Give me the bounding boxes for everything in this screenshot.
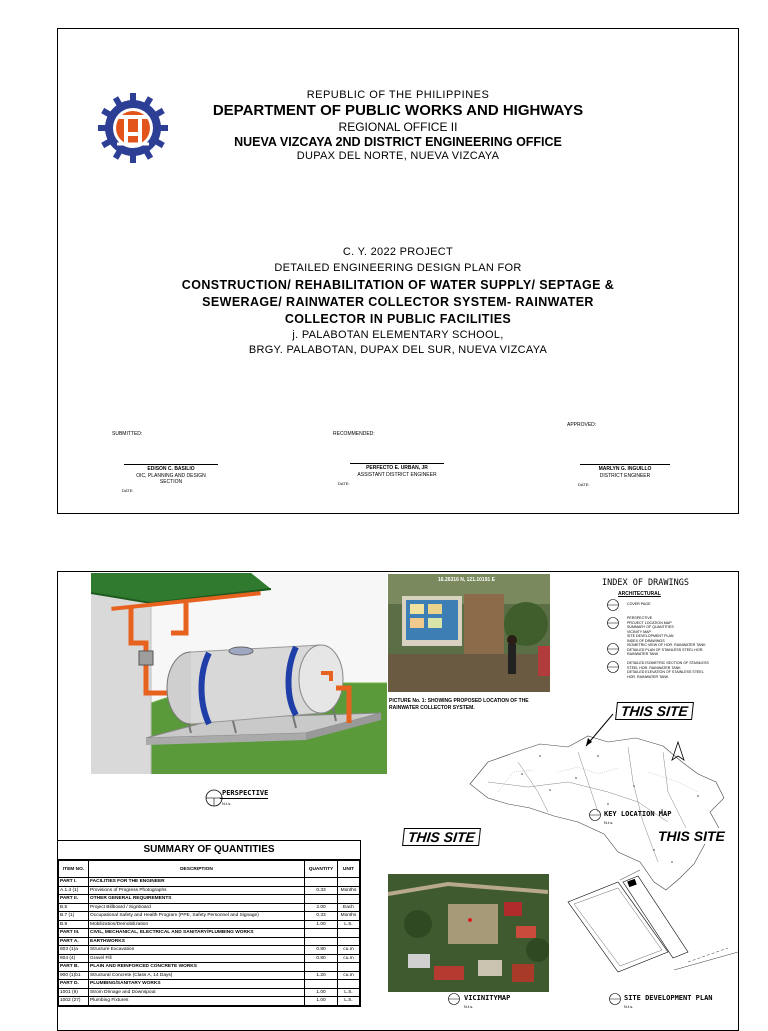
table-cell: A.1.4 (1) [59, 886, 89, 895]
table-row [59, 980, 360, 989]
table-cell: 1.00 [305, 997, 338, 1006]
table-cell: L.S. [338, 920, 360, 929]
section-marker-icon [447, 992, 461, 1006]
drawing-sheet [57, 571, 739, 1031]
table-cell: PART B. [59, 963, 89, 972]
site-development-plan-drawing [548, 852, 739, 992]
signatory-name: PERFECTO E. URBAN, JR [366, 465, 428, 471]
sheet-number-icon [606, 660, 620, 674]
table-cell: 0.33 [305, 912, 338, 921]
project-title-line3: COLLECTOR IN PUBLIC FACILITIES [284, 312, 512, 326]
table-cell: Provisions of Progress Photographs [89, 886, 305, 895]
office-location: DUPAX DEL NORTE, NUEVA VIZCAYA [296, 150, 500, 162]
table-cell: L.S. [338, 997, 360, 1006]
table-cell: Months [338, 886, 360, 895]
site-line2: BRGY. PALABOTAN, DUPAX DEL SUR, NUEVA VIZCAYA [248, 344, 548, 356]
table-row [59, 971, 360, 980]
signatory-position: ASSISTANT DISTRICT ENGINEER [357, 472, 437, 478]
project-title-line1: CONSTRUCTION/ REHABILITATION OF WATER SUPPLY/ SEPTAGE & [181, 278, 615, 292]
key-location-map-label: KEY LOCATION MAP [604, 810, 672, 818]
signatory-position: DISTRICT ENGINEER [599, 473, 651, 479]
table-cell [338, 929, 360, 938]
regional-office: REGIONAL OFFICE II [338, 120, 458, 134]
table-cell: PLUMBING/SANITARY WORKS [89, 980, 305, 989]
section-marker-icon [608, 992, 622, 1006]
this-site-label: THIS SITE [658, 828, 725, 844]
plan-type: DETAILED ENGINEERING DESIGN PLAN FOR [274, 262, 522, 274]
table-cell [305, 929, 338, 938]
table-row [59, 946, 360, 955]
index-item: HOR. RAINWATER TANK [627, 674, 669, 679]
table-cell: PART II. [59, 895, 89, 904]
index-item: VICINITY MAP [627, 629, 651, 634]
section-marker-icon [588, 808, 602, 822]
table-cell: OTHER GENERAL REQUIREMENTS [89, 895, 305, 904]
rainwater-tank-illustration [91, 573, 387, 774]
photo-caption-line2: RAINWATER COLLECTOR SYSTEM. [389, 705, 475, 711]
table-cell: 1001 (9) [59, 988, 89, 997]
perspective-label: PERSPECTIVE [222, 789, 269, 797]
table-cell: 1002 (27) [59, 997, 89, 1006]
site-development-plan-label: SITE DEVELOPMENT PLAN [624, 994, 713, 1002]
table-cell [338, 980, 360, 989]
this-site-label: THIS SITE [615, 702, 694, 720]
signatory-position: OIC, PLANNING AND DESIGN [136, 473, 206, 479]
table-row [59, 920, 360, 929]
approved-label: APPROVED: [567, 422, 597, 428]
table-header-row [59, 861, 360, 878]
table-cell: 0.80 [305, 946, 338, 955]
date-label: DATE: [578, 482, 590, 487]
index-item: DETAILED ISOMETRIC SECTION OF STAINLESS [627, 661, 709, 665]
table-row [59, 886, 360, 895]
project-title-line2: SEWERAGE/ RAINWATER COLLECTOR SYSTEM- RAINWATER [202, 295, 594, 309]
table-row [59, 929, 360, 938]
table-cell: PART D. [59, 980, 89, 989]
sheet-number-icon [606, 616, 620, 630]
table-cell: 1.00 [305, 920, 338, 929]
table-cell: PART I. [59, 878, 89, 887]
date-label: DATE: [338, 481, 350, 486]
signature-line [124, 464, 218, 465]
aerial-image [388, 874, 549, 992]
column-header: QUANTITY [305, 861, 338, 878]
table-cell: Structure Excavation [89, 946, 305, 955]
cy-project: C. Y. 2022 PROJECT [342, 246, 454, 258]
table-cell: 1.00 [305, 988, 338, 997]
table-row [59, 954, 360, 963]
pointer-arrow-icon [578, 712, 618, 752]
table-row [59, 997, 360, 1006]
table-cell [305, 980, 338, 989]
table-cell [338, 878, 360, 887]
table-cell: cu.m [338, 946, 360, 955]
table-cell [305, 878, 338, 887]
index-title: INDEX OF DRAWINGS [602, 578, 689, 588]
table-cell: Each [338, 903, 360, 912]
district-office: NUEVA VIZCAYA 2ND DISTRICT ENGINEERING OFFICE [234, 135, 562, 149]
vicinity-map-scale: N.t.s. [464, 1004, 474, 1009]
table-cell: PART A. [59, 937, 89, 946]
index-item: INDEX OF DRAWINGS [627, 638, 665, 643]
index-item: DETAILED PLAN OF STAINLESS STEEL HOR. [627, 647, 704, 652]
table-row [59, 912, 360, 921]
table-cell: 900 (1)b1 [59, 971, 89, 980]
table-cell: 1.20 [305, 971, 338, 980]
table-cell: Mobilization/Demobilization [89, 920, 305, 929]
table-cell [305, 895, 338, 904]
index-item: STEEL HOR. RAINWATER TANK [627, 665, 681, 670]
quantities-table [58, 860, 360, 1006]
signatory-position: SECTION [159, 479, 183, 485]
perspective-scale: N.t.s. [222, 801, 232, 806]
index-item: DETAILED ELEVATION OF STAINLESS STEEL [627, 670, 704, 674]
column-header: DESCRIPTION [89, 861, 305, 878]
index-item: PROJECT LOCATION MAP [627, 620, 672, 625]
site-photo-image [388, 574, 550, 692]
table-cell: 804 (4) [59, 954, 89, 963]
column-header: ITEM NO. [59, 861, 89, 878]
department-title: DEPARTMENT OF PUBLIC WORKS AND HIGHWAYS [212, 102, 584, 119]
table-cell: B.5 [59, 903, 89, 912]
site-line1: j. PALABOTAN ELEMENTARY SCHOOL, [292, 329, 504, 341]
table-cell: cu.m [338, 971, 360, 980]
table-cell: CIVIL, MECHANICAL, ELECTRICAL AND SANITARY/PLUMBING WORKS [89, 929, 305, 938]
table-cell: Project Billboard / Signboard [89, 903, 305, 912]
table-cell: 803 (1)a [59, 946, 89, 955]
table-cell: 0.80 [305, 954, 338, 963]
index-item: SITE DEVELOPMENT PLAN [627, 634, 674, 638]
index-item: SUMMARY OF QUANTITIES [627, 625, 674, 629]
signature-line [350, 463, 444, 464]
index-item: PERSPECTIVE [627, 616, 653, 620]
table-cell: L.S. [338, 988, 360, 997]
site-development-plan-scale: N.t.s. [624, 1004, 634, 1009]
submitted-label: SUBMITTED: [112, 431, 143, 437]
table-cell: EARTHWORKS [89, 937, 305, 946]
table-cell: B.9 [59, 920, 89, 929]
table-cell: Structural Concrete (Class A, 14 Days) [89, 971, 305, 980]
date-label: DATE: [122, 488, 134, 493]
sheet-number-icon [606, 598, 620, 612]
republic-text: REPUBLIC OF THE PHILIPPINES [306, 89, 490, 101]
table-cell [338, 895, 360, 904]
index-item: RAINWATER TANK [627, 652, 659, 656]
vicinity-map-label: VICINITYMAP [464, 994, 511, 1002]
table-cell [338, 963, 360, 972]
table-cell: Occupational Safety and Health Program (PPE, Safety Personnel and Signage) [89, 912, 305, 921]
perspective-render [91, 573, 387, 774]
cover-sheet [57, 28, 739, 514]
index-item: COVER PAGE [627, 602, 651, 606]
index-item: ISOMETRIC VIEW OF HOR. RAINWATER TANK [627, 643, 706, 647]
table-row [59, 988, 360, 997]
table-cell [338, 937, 360, 946]
key-location-map-scale: N.t.s. [604, 820, 614, 825]
table-row [59, 903, 360, 912]
signature-line [580, 464, 670, 465]
photo-coordinates: 16.26316 N, 121.10191 E [438, 577, 495, 583]
this-site-label: THIS SITE [402, 828, 481, 846]
vicinity-aerial-photo [388, 874, 549, 992]
sheet-number-icon [606, 642, 620, 656]
signatory-name: EDISON C. BASILIO [147, 466, 195, 472]
table-row [59, 895, 360, 904]
table-row [59, 878, 360, 887]
photo-caption-line1: PICTURE No. 1: SHOWING PROPOSED LOCATION OF THE [389, 698, 529, 704]
table-cell: FACILITIES FOR THE ENGINEER [89, 878, 305, 887]
summary-title: SUMMARY OF QUANTITIES [58, 841, 360, 860]
signatory-name: MARLYN G. INGUILLO [598, 466, 652, 472]
site-photo [388, 574, 550, 692]
table-cell: Strom Drinage and Downspout [89, 988, 305, 997]
table-cell: cu.m [338, 954, 360, 963]
table-cell: Months [338, 912, 360, 921]
table-cell: PLAIN AND REINFORCED CONCRETE WORKS [89, 963, 305, 972]
index-subtitle: ARCHITECTURAL [618, 591, 661, 597]
table-cell [305, 937, 338, 946]
recommended-label: RECOMMENDED: [333, 431, 375, 437]
table-cell [305, 963, 338, 972]
label-underline [220, 798, 268, 799]
table-cell: Gravel Fill [89, 954, 305, 963]
table-cell: 0.33 [305, 886, 338, 895]
table-row [59, 963, 360, 972]
table-row [59, 937, 360, 946]
table-cell: B.7 (1) [59, 912, 89, 921]
summary-of-quantities [58, 840, 361, 1007]
table-cell: Plumbing Fixtures [89, 997, 305, 1006]
table-cell: 2.00 [305, 903, 338, 912]
column-header: UNIT [338, 861, 360, 878]
table-cell: PART III. [59, 929, 89, 938]
